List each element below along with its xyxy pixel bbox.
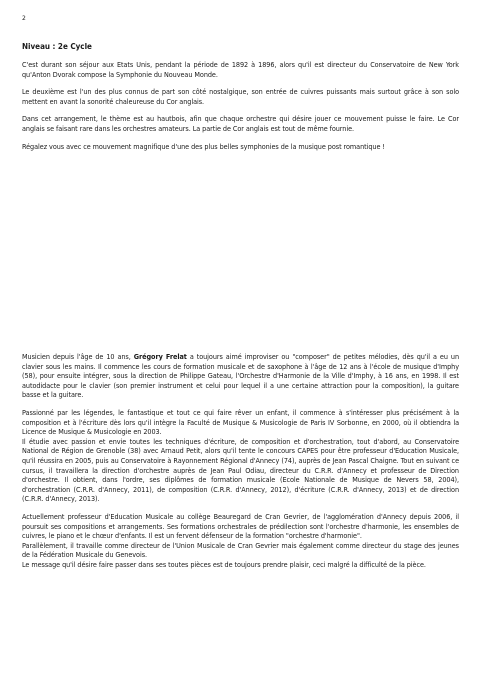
intro-section bbox=[22, 42, 459, 159]
bio-paragraph: Il étudie avec passion et envie toutes les techniques d'écriture, de composition et d'orchestration, tout d'abord, au Conservatoire National de Région de Grenoble (38) avec Arnaud Petit, alors qu'il tente le concours CAPES pour être professeur d'Education Musicale, qu'il réussira en 2005, puis au Conservatoire à Rayonnement Régional d'Annecy (74), auprès de Jean Pascal Chaigne. Tout en suivant ce cursus, il travaillera la direction d'orchestre auprès de Jean Paul Odiau, directeur du C.R.R. d'Annecy et professeur de Direction d'orchestre. Il obtient, dans l'ordre, ses diplômes de formation musicale (Ecole Nationale de Musique de Nevers 58, 2004), d'orchestration (C.R.R. d'Annecy, 2011), de composition (C.R.R. d'Annecy, 2012), d'écriture (C.R.R. d'Annecy, 2013) et de direction (C.R.R. d'Annecy, 2013). bbox=[22, 436, 459, 504]
intro-paragraph: Régalez vous avec ce mouvement magnifique d'une des plus belles symphonies de la musique post romantique ! bbox=[22, 141, 385, 151]
intro-paragraph: C'est durant son séjour aux Etats Unis, pendant la période de 1892 à 1896, alors qu'il est directeur du Conservatoire de New York qu'Anton Dvorak compose la Symphonie du Nouveau Monde. bbox=[22, 60, 459, 79]
intro-paragraph: Le deuxième est l'un des plus connus de part son côté nostalgique, son entrée de cuivres puissants mais surtout grâce à son solo mettent en avant la sonorité chaleureuse du Cor anglais. bbox=[22, 87, 459, 106]
bio-paragraph: Passionné par les légendes, le fantastique et tout ce qui faire rêver un enfant, il commence à s'intéresser plus précisément à la composition et à l'écriture dès lors qu'il intègre la Faculté de Musique & Musicologie de Paris IV Sorbonne, en 2000, où il obtiendra la Licence de Musique & Musicologie en 2003. bbox=[22, 407, 459, 437]
bio-text: a toujours aimé improviser ou "composer" de petites mélodies, dès qu'il a eu un clavier sous les mains. Il commence les cours de formation musicale et de saxophone à l'âge de 12 ans à l'école de musique d'Imphy (58), pour ensuite intégrer, sous la direction de Philippe Gateau, l'Orchestre d'Harmonie de la Ville d'Imphy, à 16 ans, en 1998. Il est autodidacte pour le clavier (son premier instrument et celui pour lequel il a une certaine attraction pour la composition), la guitare basse et la guitare. bbox=[22, 352, 459, 400]
bio-paragraph: Le message qu'il désire faire passer dans ses toutes pièces est de toujours prendre plaisir, ceci malgré la difficulté de la pièce. bbox=[22, 559, 426, 569]
bio-paragraph: Actuellement professeur d'Education Musicale au collège Beauregard de Cran Gevrier, de l'agglomération d'Annecy depuis 2006, il poursuit ses compositions et arrangements. Ses formations orchestrales de prédilection sont l'orchestre d'harmonie, les ensembles de cuivres, le piano et le chœur d'enfants. Il est un fervent défenseur de la formation "orchestre d'harmonie". bbox=[22, 511, 459, 541]
intro-paragraph: Dans cet arrangement, le thème est au hautbois, afin que chaque orchestre qui désire jouer ce mouvement puisse le faire. Le Cor anglais se faisant rare dans les orchestres amateurs. La partie de Cor anglais est tout de même fournie. bbox=[22, 114, 459, 133]
biography-section bbox=[22, 352, 459, 577]
bio-paragraph bbox=[22, 352, 459, 400]
composer-name: Grégory Frelat bbox=[133, 352, 187, 361]
bio-paragraph: Parallèlement, il travaille comme directeur de l'Union Musicale de Cran Gevrier mais également comme directeur du stage des jeunes de la Fédération Musicale du Genevois. bbox=[22, 540, 459, 560]
page-number: 2 bbox=[22, 15, 26, 22]
level-heading: Niveau : 2e Cycle bbox=[22, 42, 92, 51]
bio-text: Musicien depuis l'âge de 10 ans, bbox=[22, 352, 134, 361]
